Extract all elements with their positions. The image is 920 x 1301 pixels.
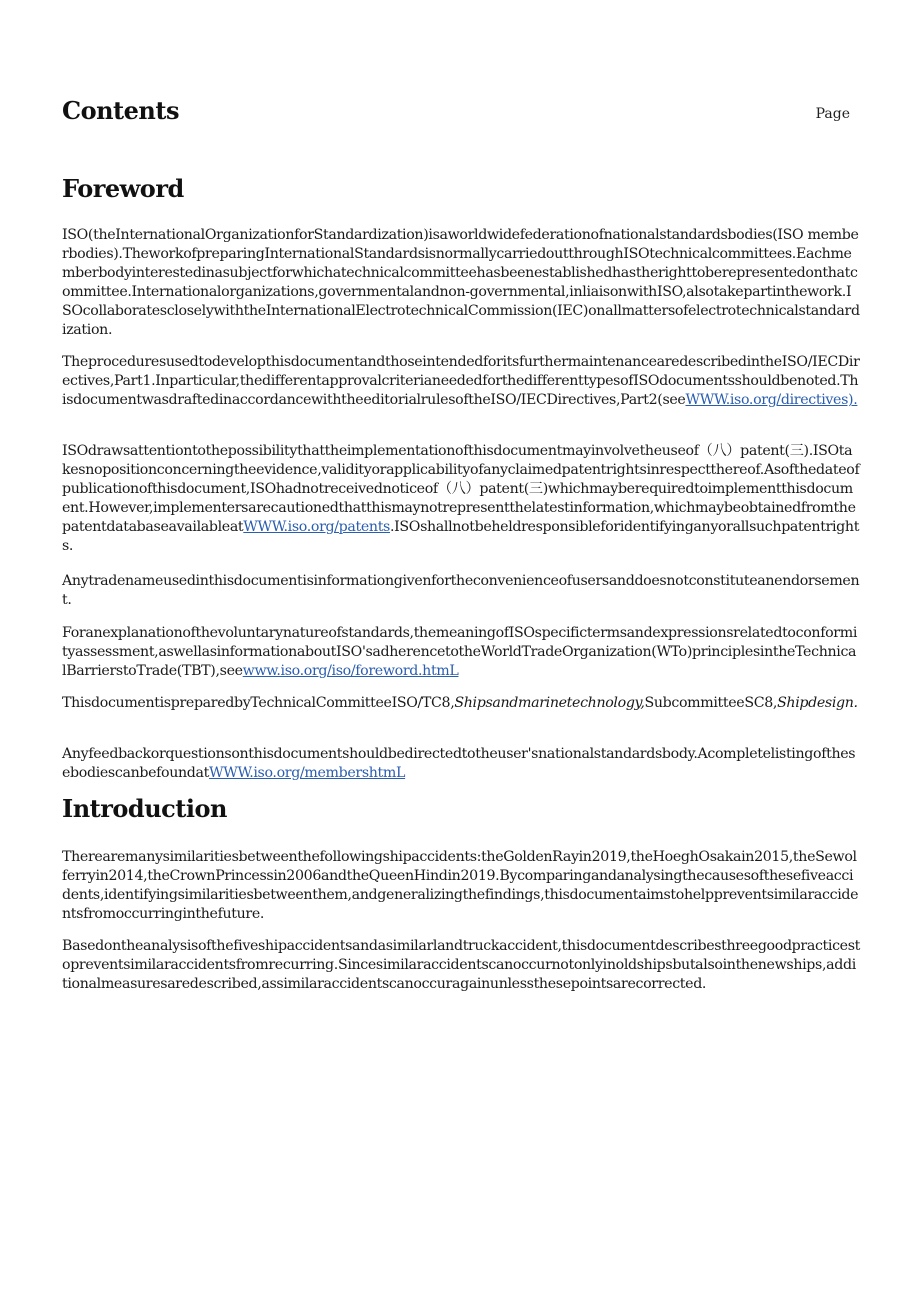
foreword-paragraph-2-text: TheproceduresusedtodevelopthisdocumentandthoseintendedforitsfurthermaintenancearedescribedintheISO/IECDirectives,Part1.Inparticular,thedifferentapprovalcriterianeededforthedifferenttypesofISOdocumentsshouldbenoted.ThisdocumentwasdraftedinaccordancewiththeeditorialrulesoftheISO/IECDirectives,Part2(see — [62, 354, 860, 408]
page-column-label: Page — [815, 106, 850, 122]
committee-name: Shipsandmarinetechnology, — [454, 695, 645, 711]
members-link[interactable]: WWW.iso.org/membershtmL — [209, 765, 406, 781]
foreword-paragraph-1: ISO(theInternationalOrganizationforStandardization)isaworldwidefederationofnationalstandardsbodies(ISO memberbodies).TheworkofpreparingInternationalStandardsisnormallycarriedoutthroughISOtechnicalcommittees.Eachmemberbodyinterestedinasubjectforwhichatechnicalcommitteehasbeenestablishedhastherighttoberepresentedonthatcommittee.Internationalorganizations,governmentalandnon-governmental,inliaisonwithISO,alsotakepartinthework.ISOcollaboratescloselywiththeInternationalElectrotechnicalCommission(IEC)onallmattersofelectrotechnicalstandardization. — [62, 227, 860, 338]
foreword-paragraph-4: Anytradenameusedinthisdocumentisinformationgivenfortheconvenienceofusersanddoesnotconstituteanendorsement. — [62, 573, 860, 608]
foreword-link[interactable]: www.iso.org/iso/foreword.htmL — [242, 663, 459, 679]
introduction-paragraph-1: Therearemanysimilaritiesbetweenthefollowingshipaccidents:theGoldenRayin2019,theHoeghOsakain2015,theSewolferryin2014,theCrownPrincessin2006andtheQueenHindin2019.Bycomparingandanalysingthecausesofthesefiveaccidents,identifyingsimilaritiesbetweenthem,andgeneralizingthefindings,thisdocumentaimstohelppreventsimilaraccidentsfromoccurringinthefuture. — [62, 849, 859, 922]
subcommittee-name: Shipdesign. — [777, 695, 858, 711]
foreword-paragraph-3 — [62, 442, 860, 556]
foreword-paragraph-3-text: ISOdrawsattentiontothepossibilitythattheimplementationofthisdocumentmayinvolvetheuseof（八）patent(三).ISOtakesnopositionconcerningtheevidence,validityorapplicabilityofanyclaimedpatentrightsinrespectthereof.Asofthedateofpublicationofthisdocument,ISOhadnotreceivednoticeof（八）patent(三)whichmayberequiredtoimplementthisdocument.However,implementersarecautionedthatthismaynotrepresentthelatestinformation,whichmaybeobtainedfromthepatentdatabaseavailableat — [62, 443, 860, 535]
contents-title: Contents — [62, 96, 179, 125]
foreword-paragraph-5-text: Foranexplanationofthevoluntarynatureofstandards,themeaningofISOspecifictermsandexpressionsrelatedtoconformityassessment,aswellasinformationaboutISO'sadherencetotheWorldTradeOrganization(WTo)principlesintheTechnicalBarrierstoTrade(TBT),see — [62, 625, 858, 679]
foreword-heading: Foreword — [62, 174, 184, 203]
foreword-paragraph-5 — [62, 624, 860, 681]
foreword-paragraph-3-tail: .ISOshallnotbeheldresponsibleforidentifyinganyorallsuchpatentrights. — [62, 519, 860, 554]
introduction-paragraph-2: Basedontheanalysisofthefiveshipaccidentsandasimilarlandtruckaccident,thisdocumentdescribesthreegoodpracticestopreventsimilaraccidentsfromrecurring.Sincesimilaraccidentscanoccurnotonlyinoldshipsbutalsointhenewships,additionalmeasuresaredescribed,assimilaraccidentscanoccuragainunlessthesepointsarecorrected. — [62, 938, 861, 992]
introduction-heading: Introduction — [62, 794, 227, 823]
directives-link[interactable]: WWW.iso.org/directives). — [685, 392, 858, 408]
foreword-paragraph-6 — [62, 694, 860, 713]
subcommittee-text: SubcommitteeSC8, — [644, 695, 778, 711]
committee-text: ThisdocumentispreparedbyTechnicalCommitteeISO/TC8, — [62, 695, 455, 711]
foreword-paragraph-2 — [62, 353, 860, 410]
foreword-paragraph-7 — [62, 745, 860, 783]
patents-link[interactable]: WWW.iso.org/patents — [243, 519, 390, 535]
foreword-paragraph-7-text: Anyfeedbackorquestionsonthisdocumentshouldbedirectedtotheuser'snationalstandardsbody.Acompletelistingofthesebodiescanbefoundat — [62, 746, 856, 781]
contents-header — [62, 96, 860, 132]
